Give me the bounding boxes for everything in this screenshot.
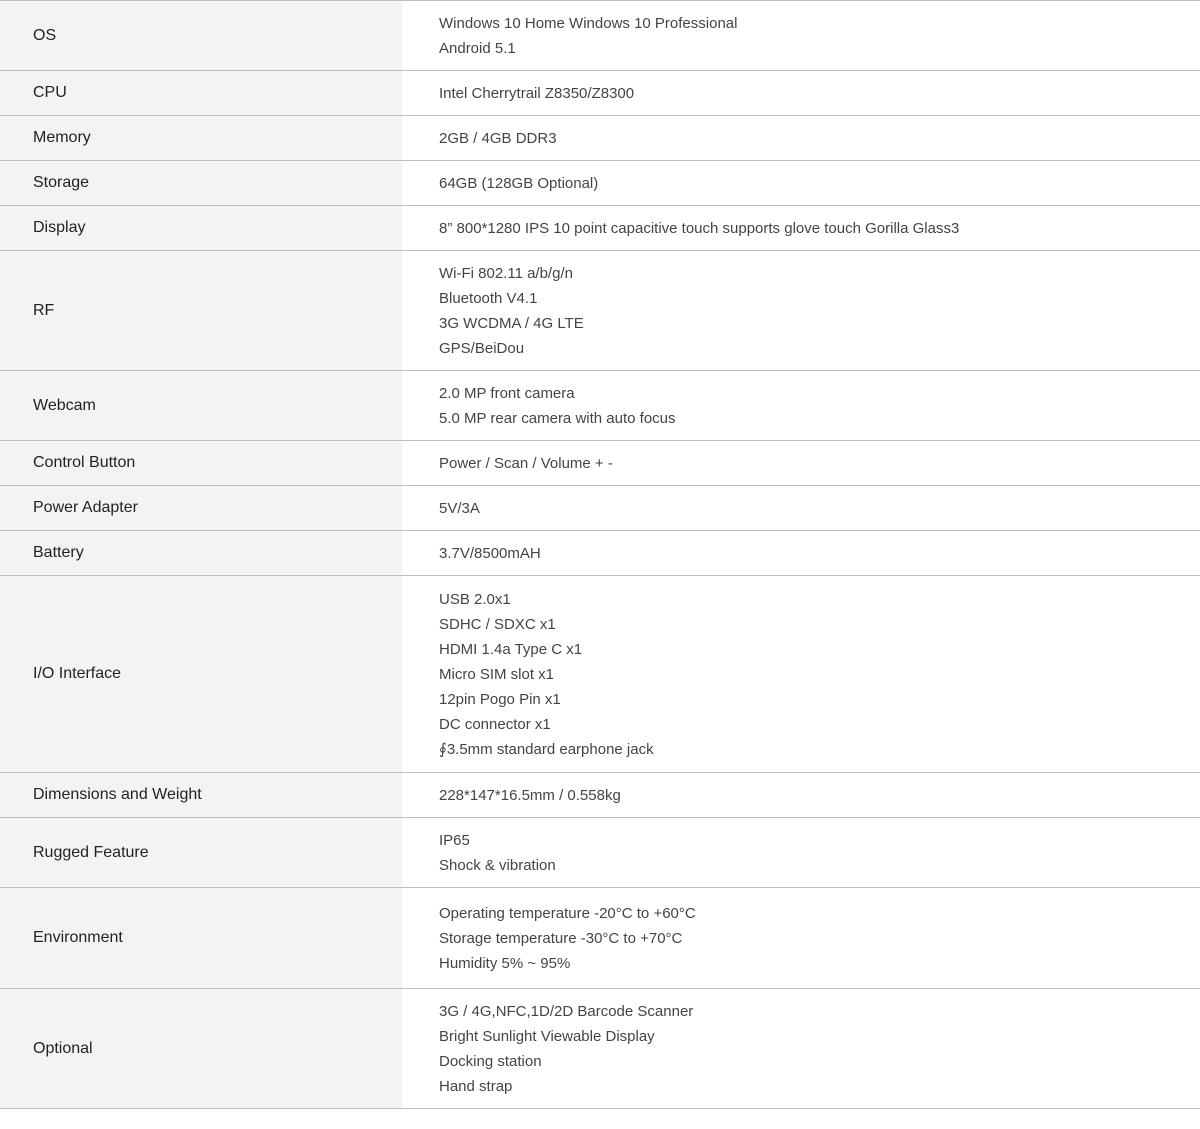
spec-label-cell <box>0 251 402 370</box>
spec-value-line: Android 5.1 <box>439 39 516 57</box>
spec-value-cell <box>402 251 1200 370</box>
spec-value-line: DC connector x1 <box>439 715 551 733</box>
spec-label: Dimensions and Weight <box>33 786 202 803</box>
spec-value-cell <box>402 531 1200 575</box>
spec-row <box>0 989 1200 1109</box>
spec-value-line: Humidity 5% ~ 95% <box>439 954 571 972</box>
spec-value-line: HDMI 1.4a Type C x1 <box>439 640 583 658</box>
spec-value-line: Hand strap <box>439 1077 513 1095</box>
spec-row <box>0 116 1200 161</box>
spec-value-line: Wi-Fi 802.11 a/b/g/n <box>439 264 573 282</box>
spec-value-line: 5.0 MP rear camera with auto focus <box>439 409 676 427</box>
spec-label-cell <box>0 486 402 530</box>
spec-label: Environment <box>33 929 123 946</box>
spec-value-cell <box>402 888 1200 988</box>
spec-row <box>0 441 1200 486</box>
spec-row <box>0 773 1200 818</box>
spec-value-line: ∮3.5mm standard earphone jack <box>439 740 654 758</box>
spec-value-line: Intel Cherrytrail Z8350/Z8300 <box>439 84 635 102</box>
spec-label-cell <box>0 371 402 440</box>
spec-value-line: 64GB (128GB Optional) <box>439 174 599 192</box>
spec-value-cell <box>402 486 1200 530</box>
spec-value-line: Shock & vibration <box>439 856 556 874</box>
spec-label-cell <box>0 206 402 250</box>
spec-value-line: 12pin Pogo Pin x1 <box>439 690 561 708</box>
spec-label: Power Adapter <box>33 499 138 516</box>
spec-value-line: 2GB / 4GB DDR3 <box>439 129 557 147</box>
spec-label-cell <box>0 989 402 1108</box>
spec-value-line: 3G / 4G,NFC,1D/2D Barcode Scanner <box>439 1002 694 1020</box>
spec-label-cell <box>0 1 402 70</box>
spec-label-cell <box>0 116 402 160</box>
spec-value-line: USB 2.0x1 <box>439 590 511 608</box>
spec-label-cell <box>0 161 402 205</box>
spec-value-cell <box>402 116 1200 160</box>
spec-label: Memory <box>33 129 91 146</box>
spec-row <box>0 531 1200 576</box>
spec-label-cell <box>0 576 402 772</box>
spec-label: Rugged Feature <box>33 843 149 861</box>
spec-value-cell <box>402 576 1200 772</box>
spec-value-line: 228*147*16.5mm / 0.558kg <box>439 786 621 804</box>
spec-value-line: 2.0 MP front camera <box>439 384 575 402</box>
spec-label-cell <box>0 888 402 988</box>
spec-label-cell <box>0 773 402 817</box>
spec-label: Webcam <box>33 396 96 414</box>
spec-value-line: Storage temperature -30°C to +70°C <box>439 929 683 947</box>
spec-value-line: Docking station <box>439 1052 542 1070</box>
spec-value-line: SDHC / SDXC x1 <box>439 615 556 633</box>
spec-label-cell <box>0 818 402 887</box>
spec-row <box>0 888 1200 989</box>
spec-value-cell <box>402 773 1200 817</box>
spec-value-line: Power / Scan / Volume + - <box>439 454 613 472</box>
spec-value-line: 3.7V/8500mAH <box>439 544 541 562</box>
spec-value-line: Bright Sunlight Viewable Display <box>439 1027 655 1045</box>
spec-row <box>0 371 1200 441</box>
spec-value-cell <box>402 71 1200 115</box>
spec-label: Optional <box>33 1039 93 1057</box>
spec-row <box>0 251 1200 371</box>
spec-value-line: 8” 800*1280 IPS 10 point capacitive touch supports glove touch Gorilla Glass3 <box>439 219 960 237</box>
spec-row <box>0 1 1200 71</box>
spec-label: Display <box>33 219 86 236</box>
spec-value-line: Bluetooth V4.1 <box>439 289 538 307</box>
spec-value-cell <box>402 818 1200 887</box>
spec-value-cell <box>402 441 1200 485</box>
spec-value-line: GPS/BeiDou <box>439 339 525 357</box>
spec-row <box>0 486 1200 531</box>
spec-value-line: Windows 10 Home Windows 10 Professional <box>439 14 738 32</box>
spec-row <box>0 818 1200 888</box>
spec-value-cell <box>402 989 1200 1108</box>
spec-label: CPU <box>33 84 67 101</box>
spec-label: OS <box>33 26 57 44</box>
spec-label: RF <box>33 301 55 319</box>
spec-value-cell <box>402 206 1200 250</box>
spec-label-cell <box>0 441 402 485</box>
spec-value-cell <box>402 371 1200 440</box>
spec-value-cell <box>402 161 1200 205</box>
spec-label: Storage <box>33 174 90 191</box>
spec-row <box>0 576 1200 773</box>
spec-label: I/O Interface <box>33 665 122 682</box>
spec-value-line: 5V/3A <box>439 499 480 517</box>
spec-row <box>0 71 1200 116</box>
spec-value-line: Operating temperature -20°C to +60°C <box>439 904 696 922</box>
spec-label: Control Button <box>33 454 136 471</box>
spec-row <box>0 161 1200 206</box>
spec-value-line: IP65 <box>439 831 470 849</box>
spec-row <box>0 206 1200 251</box>
spec-label-cell <box>0 71 402 115</box>
spec-value-line: 3G WCDMA / 4G LTE <box>439 314 584 332</box>
spec-value-cell <box>402 1 1200 70</box>
spec-label: Battery <box>33 544 84 561</box>
spec-label-cell <box>0 531 402 575</box>
spec-value-line: Micro SIM slot x1 <box>439 665 555 683</box>
